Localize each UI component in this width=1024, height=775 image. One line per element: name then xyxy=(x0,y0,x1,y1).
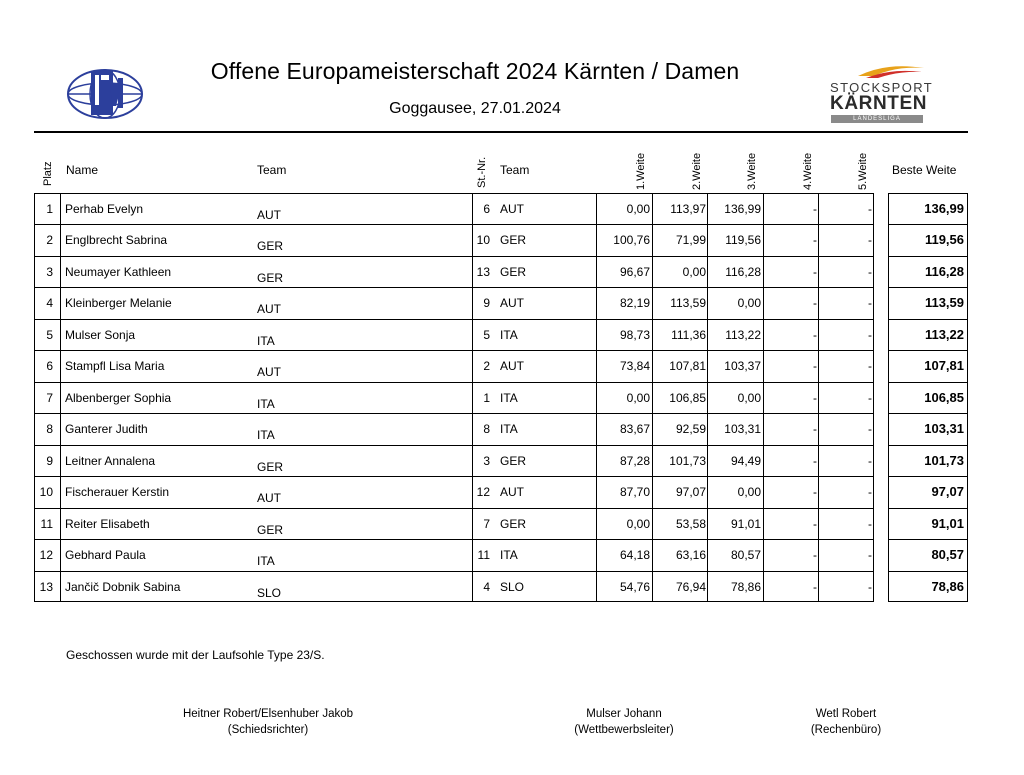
cell-weite-3: 119,56 xyxy=(725,233,761,247)
cell-weite-4: - xyxy=(813,265,817,279)
cell-name: Englbrecht Sabrina xyxy=(65,233,168,247)
cell-weite-2: 101,73 xyxy=(669,454,706,468)
cell-weite-5: - xyxy=(868,359,872,373)
cell-weite-2: 107,81 xyxy=(669,359,706,373)
swoosh-icon xyxy=(856,62,926,80)
signature-computing-office xyxy=(786,706,906,738)
cell-st-nr: 3 xyxy=(483,454,490,468)
cell-name: Jančič Dobnik Sabina xyxy=(65,580,181,594)
cell-team: GER xyxy=(257,460,284,474)
cell-platz: 1 xyxy=(46,202,53,216)
cell-beste-weite: 113,22 xyxy=(924,327,964,342)
cell-weite-2: 113,97 xyxy=(670,202,706,216)
cell-team: GER xyxy=(257,239,284,253)
cell-weite-3: 136,99 xyxy=(724,202,761,216)
col-header-name: Name xyxy=(66,163,99,177)
cell-team: ITA xyxy=(257,334,275,348)
cell-st-nr: 6 xyxy=(483,202,490,216)
cell-weite-4: - xyxy=(813,422,817,436)
cell-beste-weite: 91,01 xyxy=(931,516,964,531)
cell-weite-1: 54,76 xyxy=(619,580,650,594)
cell-weite-4: - xyxy=(813,391,817,405)
cell-team-2: SLO xyxy=(500,580,525,594)
cell-team: ITA xyxy=(257,554,275,568)
col-header-team: Team xyxy=(257,163,287,177)
cell-beste-weite: 97,07 xyxy=(931,484,964,499)
cell-weite-2: 71,99 xyxy=(675,233,706,247)
cell-weite-4: - xyxy=(813,296,817,310)
cell-weite-2: 53,58 xyxy=(675,517,706,531)
signature-competition-director-name: Mulser Johann xyxy=(586,708,662,720)
table-row xyxy=(34,571,968,602)
cell-st-nr: 4 xyxy=(483,580,490,594)
cell-weite-5: - xyxy=(868,422,872,436)
cell-weite-1: 0,00 xyxy=(626,517,650,531)
cell-weite-1: 98,73 xyxy=(619,328,650,342)
cell-platz: 7 xyxy=(46,391,53,405)
cell-beste-weite: 106,85 xyxy=(924,390,964,405)
cell-team-2: GER xyxy=(500,517,527,531)
cell-beste-weite: 80,57 xyxy=(931,547,964,562)
cell-team: AUT xyxy=(257,365,281,379)
signature-referee xyxy=(168,706,368,738)
cell-beste-weite: 136,99 xyxy=(924,201,964,216)
cell-weite-5: - xyxy=(868,580,872,594)
table-row xyxy=(34,193,968,224)
table-row xyxy=(34,350,968,381)
table-row xyxy=(34,413,968,444)
cell-weite-3: 94,49 xyxy=(730,454,761,468)
cell-weite-1: 0,00 xyxy=(626,391,650,405)
cell-team: ITA xyxy=(257,397,275,411)
cell-beste-weite: 103,31 xyxy=(924,421,964,436)
cell-name: Stampfl Lisa Maria xyxy=(65,359,165,373)
cell-weite-4: - xyxy=(813,233,817,247)
cell-name: Reiter Elisabeth xyxy=(65,517,150,531)
cell-weite-3: 91,01 xyxy=(730,517,761,531)
col-header-weite-4: 4.Weite xyxy=(802,152,814,190)
cell-weite-2: 0,00 xyxy=(682,265,706,279)
cell-name: Perhab Evelyn xyxy=(65,202,144,216)
cell-weite-2: 113,59 xyxy=(670,296,706,310)
cell-team-2: AUT xyxy=(500,296,524,310)
document-title: Offene Europameisterschaft 2024 Kärnten / Damen xyxy=(210,58,740,84)
col-header-weite-5: 5.Weite xyxy=(857,152,869,190)
cell-platz: 5 xyxy=(46,328,53,342)
cell-weite-3: 116,28 xyxy=(725,265,761,279)
cell-weite-4: - xyxy=(813,202,817,216)
cell-weite-3: 103,37 xyxy=(724,359,761,373)
cell-team: GER xyxy=(257,271,284,285)
col-header-st-nr: St.-Nr. xyxy=(476,156,488,188)
cell-weite-1: 83,67 xyxy=(619,422,650,436)
cell-name: Mulser Sonja xyxy=(65,328,136,342)
col-header-platz: Platz xyxy=(42,161,54,186)
table-row xyxy=(34,224,968,255)
federation-logo xyxy=(66,66,144,122)
cell-platz: 2 xyxy=(46,233,53,247)
table-row xyxy=(34,539,968,570)
cell-platz: 6 xyxy=(46,359,53,373)
logo-text-kaernten: KÄRNTEN xyxy=(830,93,928,114)
signature-computing-office-role: (Rechenbüro) xyxy=(810,724,882,736)
document-subtitle: Goggausee, 27.01.2024 xyxy=(389,100,561,117)
cell-beste-weite: 101,73 xyxy=(924,453,964,468)
cell-st-nr: 7 xyxy=(483,517,490,531)
cell-team-2: AUT xyxy=(500,485,524,499)
cell-platz: 11 xyxy=(40,517,53,531)
col-header-weite-1: 1.Weite xyxy=(635,152,647,190)
cell-weite-5: - xyxy=(868,328,872,342)
cell-weite-2: 106,85 xyxy=(669,391,706,405)
cell-weite-5: - xyxy=(868,202,872,216)
cell-weite-4: - xyxy=(813,454,817,468)
cell-platz: 12 xyxy=(39,548,53,562)
cell-weite-5: - xyxy=(868,517,872,531)
cell-platz: 13 xyxy=(39,580,53,594)
cell-name: Fischerauer Kerstin xyxy=(65,485,170,499)
logo-text-landesliga: LANDESLIGA xyxy=(853,116,901,122)
cell-team: ITA xyxy=(257,428,275,442)
table-row xyxy=(34,256,968,287)
cell-beste-weite: 113,59 xyxy=(924,295,964,310)
cell-weite-3: 113,22 xyxy=(725,328,761,342)
cell-beste-weite: 107,81 xyxy=(924,358,964,373)
cell-st-nr: 2 xyxy=(483,359,490,373)
cell-st-nr: 12 xyxy=(476,485,490,499)
cell-weite-3: 0,00 xyxy=(737,296,761,310)
table-row xyxy=(34,476,968,507)
logo-text-stocksport: STOCKSPORT xyxy=(830,80,934,95)
cell-beste-weite: 78,86 xyxy=(931,579,964,594)
cell-weite-1: 73,84 xyxy=(619,359,650,373)
cell-team-2: ITA xyxy=(500,391,518,405)
table-row xyxy=(34,319,968,350)
signature-referee-role: (Schiedsrichter) xyxy=(227,724,309,736)
cell-platz: 9 xyxy=(46,454,53,468)
cell-weite-4: - xyxy=(813,328,817,342)
cell-platz: 4 xyxy=(46,296,53,310)
cell-weite-4: - xyxy=(813,359,817,373)
cell-st-nr: 9 xyxy=(483,296,490,310)
cell-st-nr: 10 xyxy=(476,233,490,247)
cell-weite-2: 97,07 xyxy=(675,485,706,499)
signature-computing-office-name: Wetl Robert xyxy=(815,708,877,720)
cell-weite-3: 0,00 xyxy=(737,391,761,405)
cell-weite-1: 82,19 xyxy=(619,296,650,310)
table-row xyxy=(34,382,968,413)
col-header-weite-2: 2.Weite xyxy=(691,152,703,190)
cell-weite-5: - xyxy=(868,391,872,405)
cell-weite-2: 92,59 xyxy=(675,422,706,436)
cell-st-nr: 1 xyxy=(483,391,490,405)
signature-competition-director xyxy=(554,706,694,738)
cell-name: Gebhard Paula xyxy=(65,548,146,562)
cell-name: Ganterer Judith xyxy=(65,422,148,436)
cell-weite-5: - xyxy=(868,485,872,499)
cell-st-nr: 13 xyxy=(476,265,490,279)
cell-beste-weite: 119,56 xyxy=(924,232,964,247)
cell-weite-1: 96,67 xyxy=(619,265,650,279)
cell-platz: 8 xyxy=(46,422,53,436)
cell-weite-4: - xyxy=(813,485,817,499)
cell-name: Albenberger Sophia xyxy=(65,391,172,405)
col-header-team-2: Team xyxy=(500,163,530,177)
cell-weite-4: - xyxy=(813,548,817,562)
cell-st-nr: 11 xyxy=(477,548,490,562)
cell-weite-2: 63,16 xyxy=(675,548,706,562)
cell-weite-2: 76,94 xyxy=(675,580,706,594)
footer-note: Geschossen wurde mit der Laufsohle Type 23/S. xyxy=(66,648,325,662)
cell-team: AUT xyxy=(257,208,281,222)
signature-referee-name: Heitner Robert/Elsenhuber Jakob xyxy=(182,708,354,720)
signature-competition-director-role: (Wettbewerbsleiter) xyxy=(574,724,674,736)
cell-team-2: ITA xyxy=(500,548,518,562)
cell-team-2: GER xyxy=(500,265,527,279)
cell-name: Leitner Annalena xyxy=(65,454,156,468)
cell-team-2: GER xyxy=(500,233,527,247)
cell-platz: 3 xyxy=(46,265,53,279)
cell-team: AUT xyxy=(257,302,281,316)
cell-weite-4: - xyxy=(813,517,817,531)
col-header-weite-3: 3.Weite xyxy=(746,152,758,190)
cell-weite-1: 87,28 xyxy=(619,454,650,468)
cell-weite-3: 0,00 xyxy=(737,485,761,499)
cell-name: Neumayer Kathleen xyxy=(65,265,172,279)
cell-beste-weite: 116,28 xyxy=(924,264,964,279)
table-row xyxy=(34,445,968,476)
cell-weite-1: 87,70 xyxy=(619,485,650,499)
cell-weite-4: - xyxy=(813,580,817,594)
cell-platz: 10 xyxy=(39,485,53,499)
cell-team-2: AUT xyxy=(500,359,524,373)
cell-team: AUT xyxy=(257,491,281,505)
cell-weite-3: 78,86 xyxy=(730,580,761,594)
cell-weite-3: 103,31 xyxy=(724,422,761,436)
cell-weite-5: - xyxy=(868,233,872,247)
cell-team-2: ITA xyxy=(500,422,518,436)
cell-weite-1: 0,00 xyxy=(626,202,650,216)
cell-weite-1: 100,76 xyxy=(613,233,650,247)
cell-team: GER xyxy=(257,523,284,537)
logo-bar xyxy=(831,115,923,123)
cell-weite-5: - xyxy=(868,548,872,562)
col-header-beste-weite: Beste Weite xyxy=(892,163,957,177)
cell-weite-5: - xyxy=(868,454,872,468)
cell-name: Kleinberger Melanie xyxy=(65,296,172,310)
table-row xyxy=(34,508,968,539)
header-rule xyxy=(34,131,968,133)
cell-weite-1: 64,18 xyxy=(619,548,650,562)
cell-st-nr: 8 xyxy=(483,422,490,436)
cell-team-2: AUT xyxy=(500,202,524,216)
table-row xyxy=(34,287,968,318)
cell-weite-5: - xyxy=(868,265,872,279)
cell-st-nr: 5 xyxy=(483,328,490,342)
cell-weite-3: 80,57 xyxy=(730,548,761,562)
cell-team-2: ITA xyxy=(500,328,518,342)
cell-weite-2: 111,36 xyxy=(671,328,706,342)
cell-team: SLO xyxy=(257,586,282,600)
stocksport-kaernten-logo xyxy=(826,62,934,126)
cell-weite-5: - xyxy=(868,296,872,310)
cell-team-2: GER xyxy=(500,454,527,468)
